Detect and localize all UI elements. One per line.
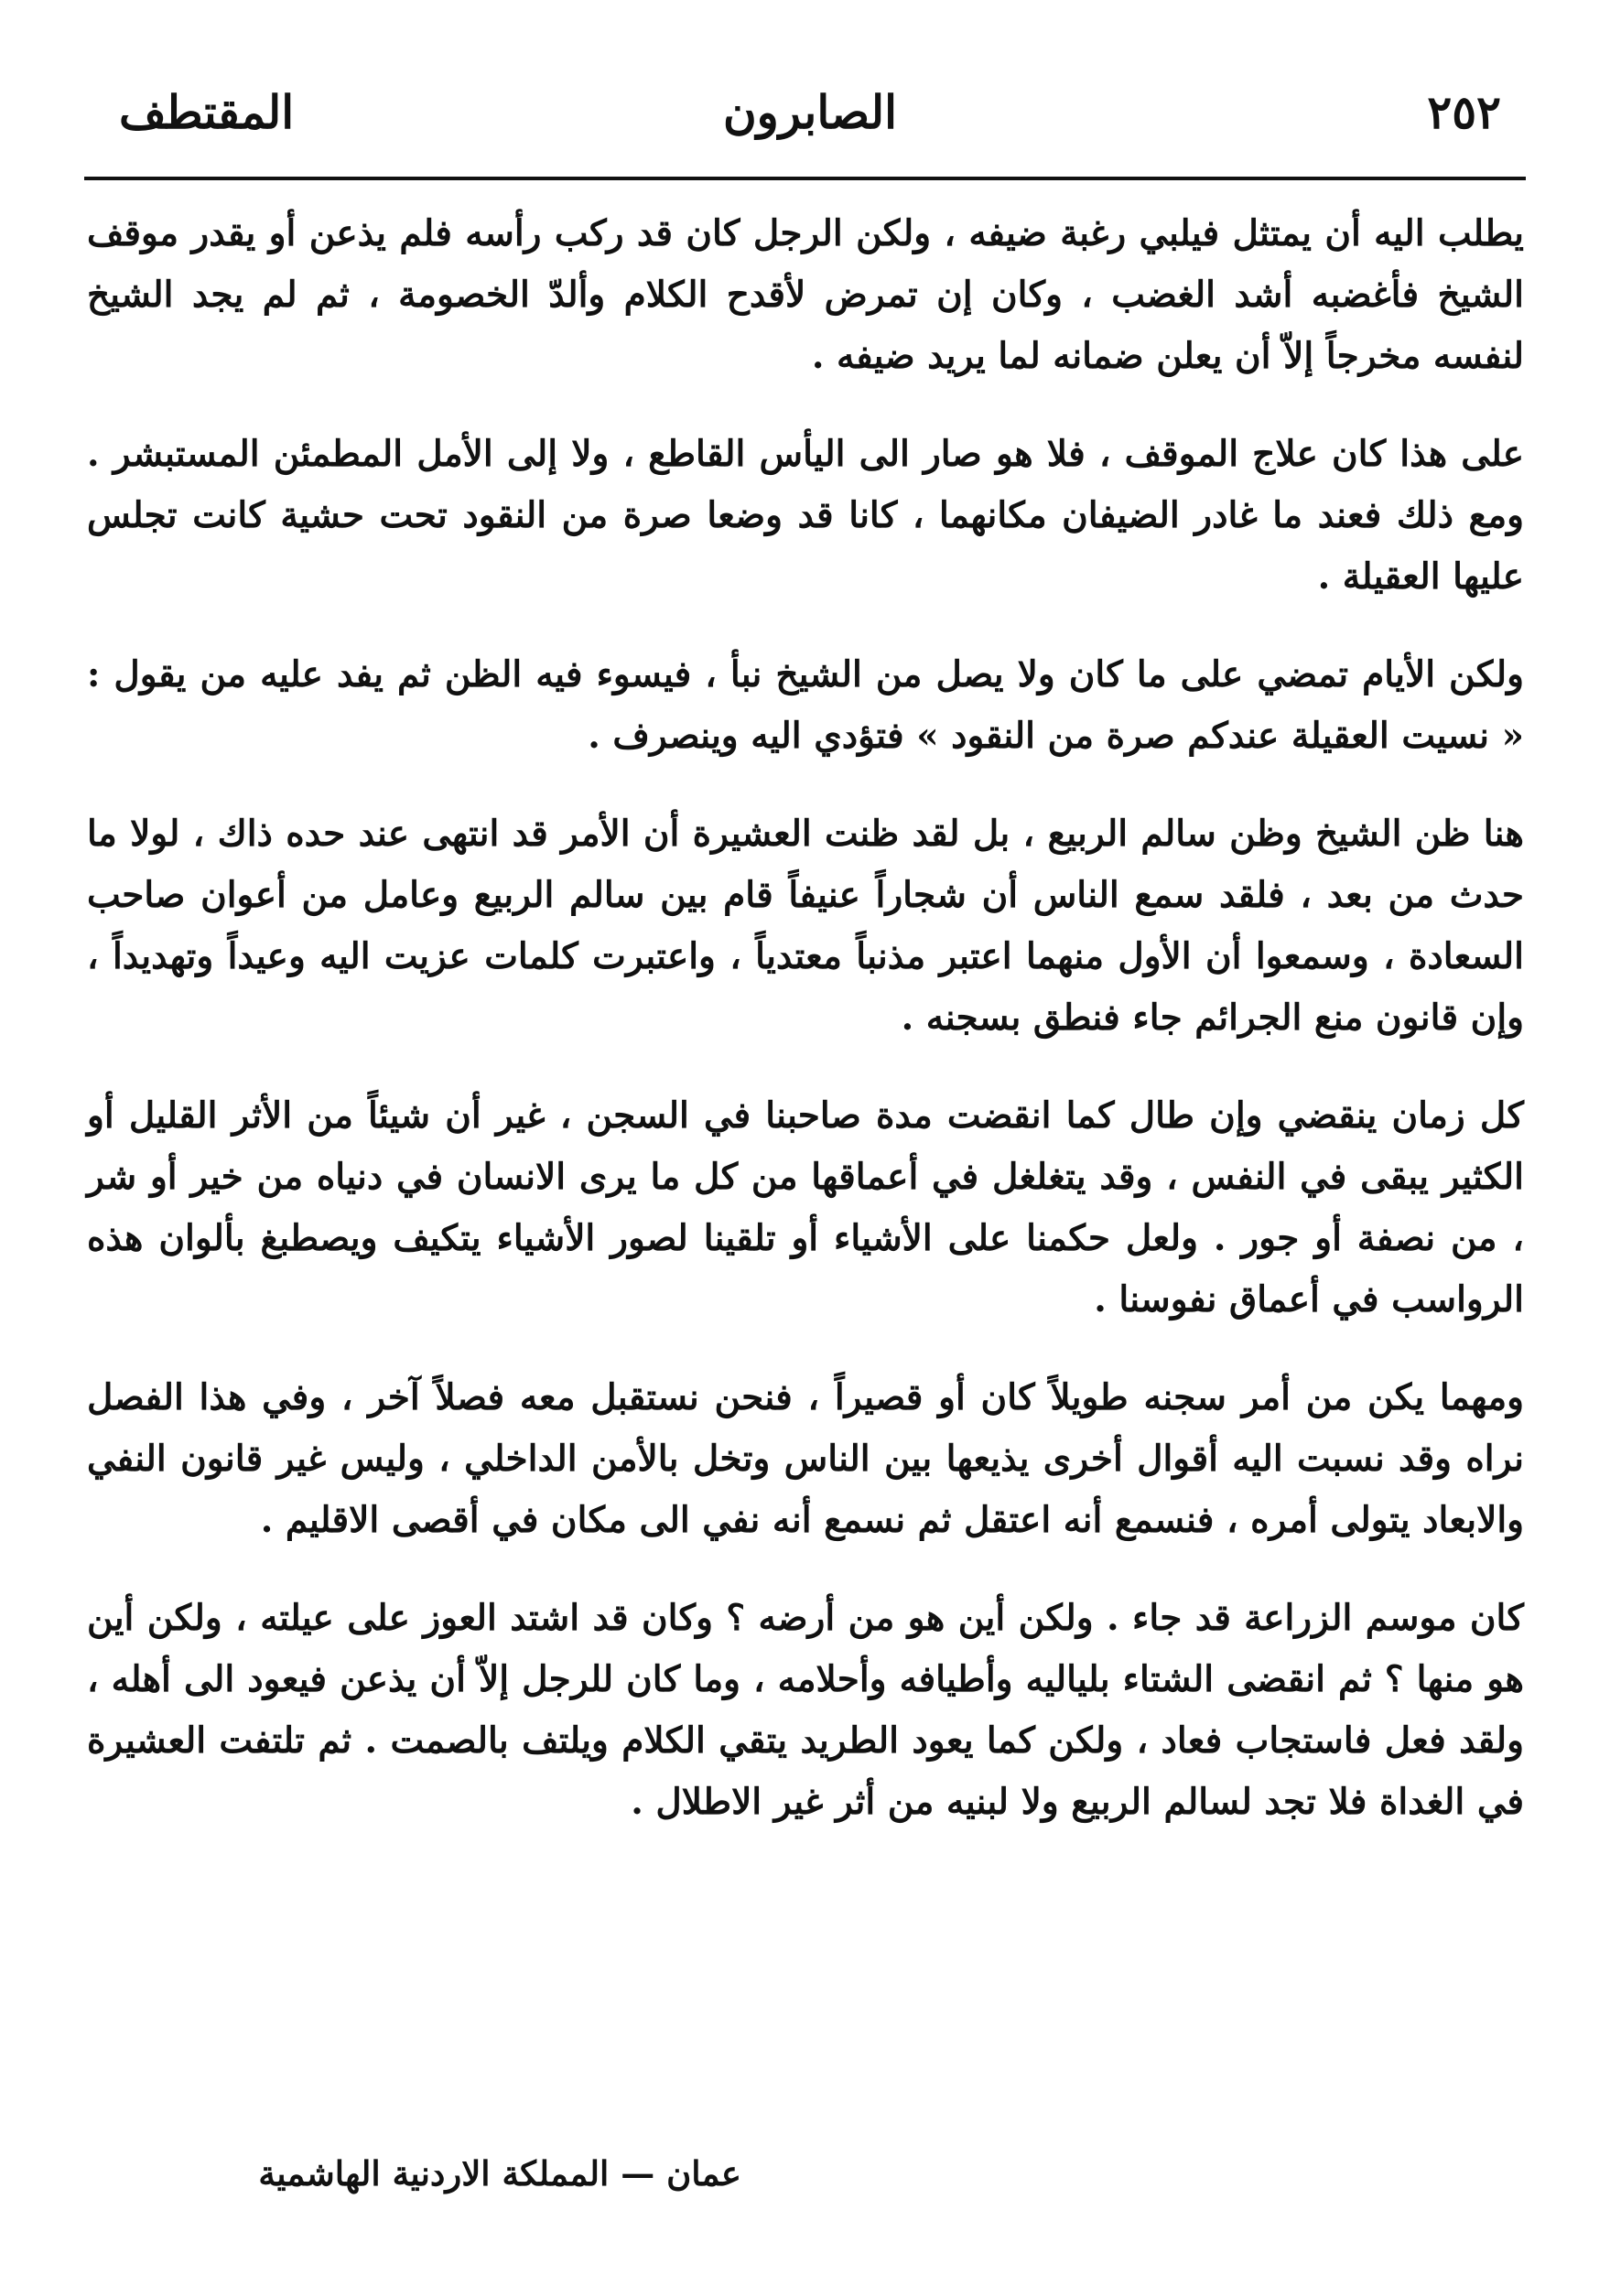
author-location: عمان — المملكة الاردنية الهاشمية bbox=[258, 2153, 741, 2194]
header-rule bbox=[84, 177, 1526, 180]
paragraph: هنا ظن الشيخ وظن سالم الربيع ، بل لقد ظنت العشيرة أن الأمر قد انتهى عند حده ذاك ، لولا ما حدث من بعد ، فلقد سمع الناس أن شجاراً عنيفاً قام بين سالم الربيع وعامل من أعوان صاحب السعادة ، وسمعوا أن الأول منهما اعتبر مذنباً معتدياً ، واعتبرت كلمات عزيت اليه وعيداً وتهديداً ، وإن قانون منع الجرائم جاء فنطق بسجنه . bbox=[87, 813, 1524, 1039]
paragraph: على هذا كان علاج الموقف ، فلا هو صار الى اليأس القاطع ، ولا إلى الأمل المطمئن المستبشر . ومع ذلك فعند ما غادر الضيفان مكانهما ، كانا قد وضعا صرة من النقود تحت حشية كانت تجلس عليها العقيلة . bbox=[87, 433, 1524, 598]
article-title: الصابرون bbox=[722, 85, 898, 139]
article-body bbox=[87, 203, 1524, 2134]
page-number: ٢٥٢ bbox=[1427, 85, 1501, 139]
paragraph: كل زمان ينقضي وإن طال كما انقضت مدة صاحبنا في السجن ، غير أن شيئاً من الأثر القليل أو الكثير يبقى في النفس ، وقد يتغلغل في أعماقها من كل ما يرى الانسان في دنياه من خير أو شر ، من نصفة أو جور . ولعل حكمنا على الأشياء أو تلقينا لصور الأشياء يتكيف ويصطبغ بألوان هذه الرواسب في أعماق نفوسنا . bbox=[87, 1094, 1524, 1320]
paragraph: ولكن الأيام تمضي على ما كان ولا يصل من الشيخ نبأ ، فيسوء فيه الظن ثم يفد عليه من يقول : « نسيت العقيلة عندكم صرة من النقود » فتؤدي اليه وينصرف . bbox=[87, 653, 1524, 757]
journal-name: المقتطف bbox=[119, 85, 295, 139]
paragraph: يطلب اليه أن يمتثل فيلبي رغبة ضيفه ، ولكن الرجل كان قد ركب رأسه فلم يذعن أو يقدر موقف الشيخ فأغضبه أشد الغضب ، وكان إن تمرض لأقدح الكلام وألدّ الخصومة ، ثم لم يجد الشيخ لنفسه مخرجاً إلاّ أن يعلن ضمانه لما يريد ضيفه . bbox=[87, 212, 1524, 377]
paragraph: ومهما يكن من أمر سجنه طويلاً كان أو قصيراً ، فنحن نستقبل معه فصلاً آخر ، وفي هذا الفصل نراه وقد نسبت اليه أقوال أخرى يذيعها بين الناس وتخل بالأمن الداخلي ، وليس غير قانون النفي والابعاد يتولى أمره ، فنسمع أنه اعتقل ثم نسمع أنه نفي الى مكان في أقصى الاقليم . bbox=[87, 1376, 1524, 1541]
page-header bbox=[119, 71, 1501, 154]
paragraph: كان موسم الزراعة قد جاء . ولكن أين هو من أرضه ؟ وكان قد اشتد العوز على عيلته ، ولكن أين هو منها ؟ ثم انقضى الشتاء بلياليه وأطيافه وأحلامه ، وما كان للرجل إلاّ أن يذعن فيعود الى أهله ، ولقد فعل فاستجاب فعاد ، ولكن كما يعود الطريد يتقي الكلام ويلتف بالصمت . ثم تلتفت العشيرة في الغداة فلا تجد لسالم الربيع ولا لبنيه من أثر غير الاطلال . bbox=[87, 1597, 1524, 1823]
